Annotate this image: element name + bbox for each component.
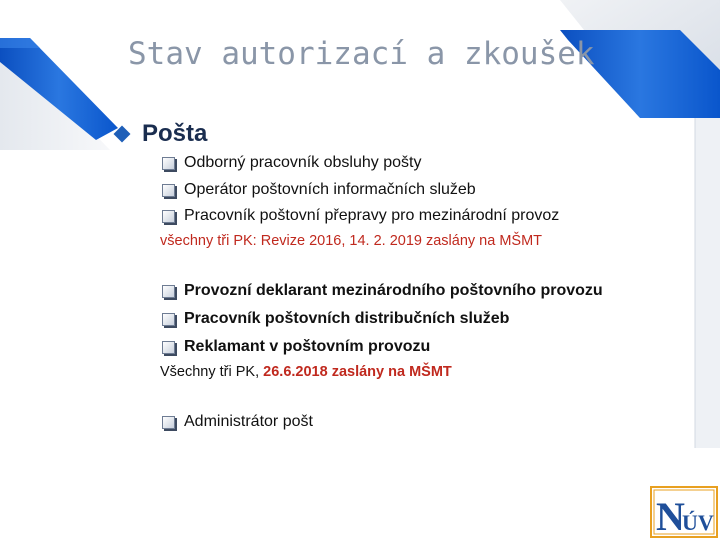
list-item [162, 181, 476, 199]
list-item-text: Administrátor pošt [184, 413, 313, 430]
diamond-bullet-icon [114, 126, 131, 143]
heading-row [112, 120, 207, 148]
list-item [162, 282, 603, 300]
list-item [162, 207, 559, 225]
note-suffix: zaslány na MŠMT [327, 364, 452, 380]
checkbox-bullet-icon [162, 184, 175, 197]
note-text: všechny tři PK: Revize 2016, 14. 2. 2019 zaslány na MŠMT [160, 233, 543, 249]
list-item [162, 413, 313, 431]
list-item-text: Provozní deklarant mezinárodního poštovního provozu [184, 282, 603, 299]
slide-title: Stav autorizací a zkoušek [128, 36, 595, 72]
list-item [162, 338, 430, 356]
list-item-text: Operátor poštovních informačních služeb [184, 181, 476, 198]
logo-letters-uv: ÚV [682, 510, 714, 535]
list-item [162, 154, 421, 172]
list-item-text: Pracovník poštovních distribučních služeb [184, 310, 510, 327]
note-group2 [160, 364, 452, 380]
checkbox-bullet-icon [162, 313, 175, 326]
checkbox-bullet-icon [162, 210, 175, 223]
note-prefix: Všechny tři PK, [160, 364, 264, 380]
logo-letter-n: N [656, 494, 685, 538]
heading-posta: Pošta [142, 120, 208, 147]
list-item-text: Odborný pracovník obsluhy pošty [184, 154, 422, 171]
note-group1 [160, 233, 542, 249]
list-item-text: Reklamant v poštovním provozu [184, 338, 431, 355]
list-item [162, 310, 509, 328]
checkbox-bullet-icon [162, 285, 175, 298]
nuv-logo [650, 486, 718, 538]
note-date: 26.6.2018 [263, 364, 328, 380]
checkbox-bullet-icon [162, 341, 175, 354]
list-item-text: Pracovník poštovní přepravy pro mezinárodní provoz [184, 207, 560, 224]
checkbox-bullet-icon [162, 157, 175, 170]
checkbox-bullet-icon [162, 416, 175, 429]
